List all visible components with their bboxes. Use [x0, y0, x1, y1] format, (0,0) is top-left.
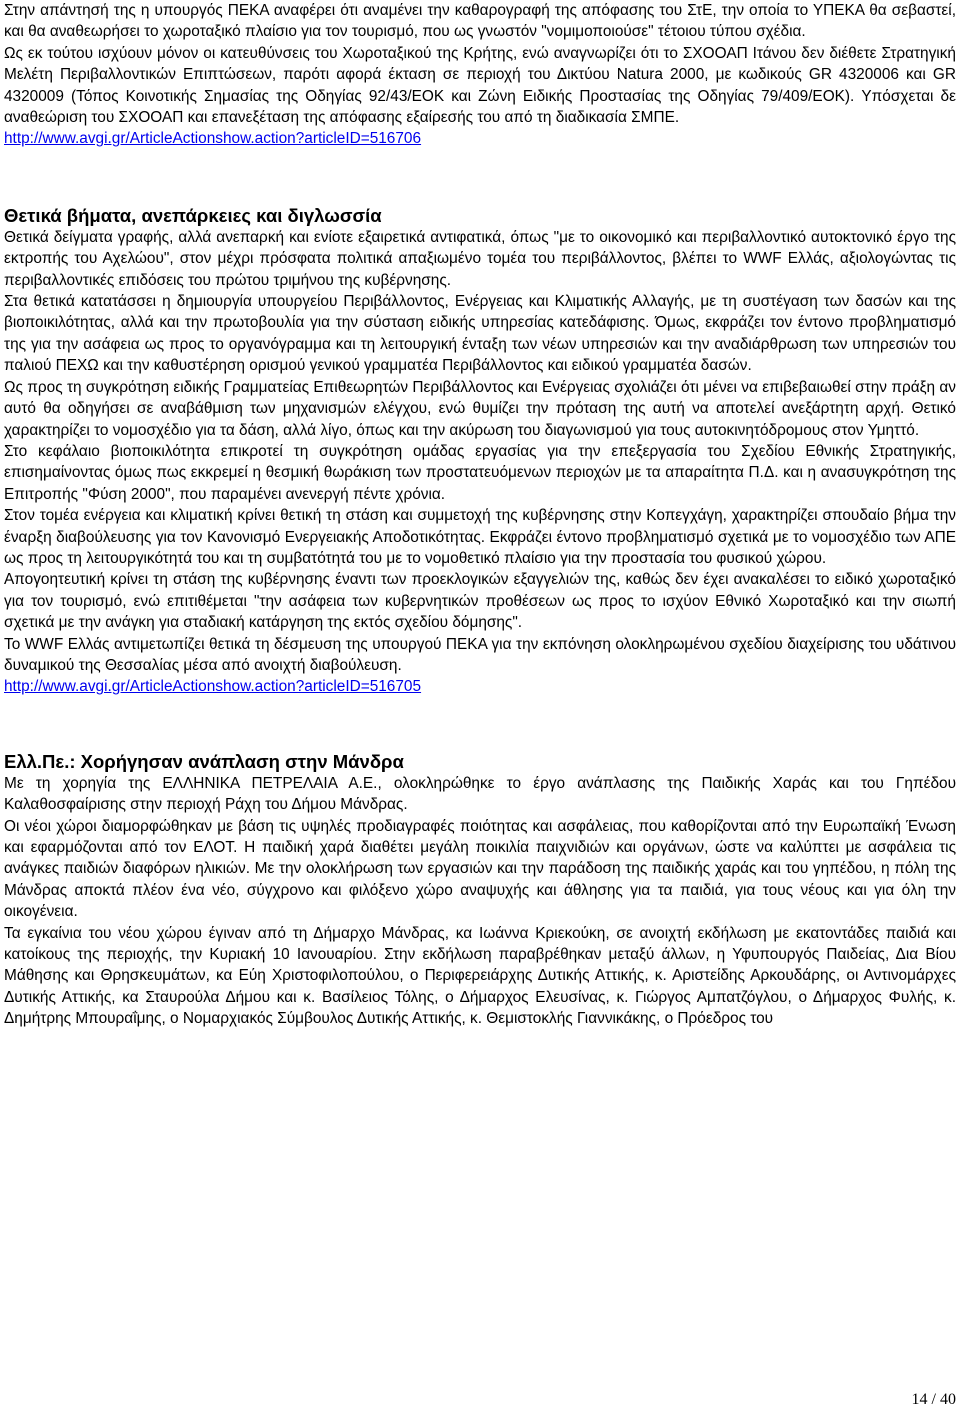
- section-heading: Ελλ.Πε.: Χορήγησαν ανάπλαση στην Μάνδρα: [4, 750, 404, 772]
- page-number: 14 / 40: [911, 1391, 956, 1408]
- paragraph: Οι νέοι χώροι διαμορφώθηκαν με βάση τις υψηλές προδιαγραφές ποιότητας και ασφάλειας, που καθορίζονται από την Ευρωπαϊκή Ένωση και εφαρμόζονται από τον ΕΛΟΤ. Η παιδική χαρά διαθέτει μεγάλη ποικιλία παιχνιδιών και οργάνων, ώστε να καλύπτει με ασφάλεια τις ανάγκες παιδιών διαφόρων ηλικιών. Με την ολοκλήρωση των εργασιών και την παράδοση της παιδικής χαράς και του γηπέδου, η πόλη της Μάνδρας αποκτά πλέον ένα νέο, σύγχρονο και φιλόξενο χώρο αναψυχής και άθλησης για τα παιδιά, για τους νέους και για όλη την οικογένεια.: [4, 817, 956, 921]
- paragraph: Τα εγκαίνια του νέου χώρου έγιναν από τη Δήμαρχο Μάνδρας, κα Ιωάννα Κριεκούκη, σε ανοιχτή εκδήλωση με εκατοντάδες παιδιά και κατοίκους της περιοχής, την Κυριακή 10 Ιανουαρίου. Στην εκδήλωση παραβρέθηκαν μεταξύ άλλων, η Υφυπουργός Παιδείας, Δια Βίου Μάθησης και Θρησκευμάτων, κα Εύη Χριστοφιλοπούλου, ο Περιφερειάρχης Δυτικής Αττικής, κ. Αριστείδης Αρκουδάρης, οι Αντινομάρχες Δυτικής Αττικής, κα Σταυρούλα Δήμου και κ. Βασίλειος Τόλης, ο Δήμαρχος Ελευσίνας, κ. Γιώργος Αμπατζόγλου, ο Δήμαρχος Φυλής, κ. Δημήτρης Μπουραΐμης, ο Νομαρχιακός Σύμβουλος Δυτικής Αττικής, κ. Θεμιστοκλής Γιαννικάκης, ο Πρόεδρος του: [4, 924, 956, 1028]
- paragraph: Ως εκ τούτου ισχύουν μόνον οι κατευθύνσεις του Χωροταξικού της Κρήτης, ενώ αναγνωρίζει ότι το ΣΧΟΟΑΠ Ιτάνου δεν διέθετε Στρατηγική Μελέτη Περιβαλλοντικών Επιπτώσεων, παρότι αφορά έκταση σε περιοχή του Δικτύου Natura 2000, με κωδικούς GR 4320006 και GR 4320009 (Τόπος Κοινοτικής Σημασίας της Οδηγίας 92/43/ΕΟΚ και Ζώνη Ειδικής Προστασίας της Οδηγίας 79/409/ΕΟΚ). Υπόσχεται δε αναθεώριση του ΣΧΟΟΑΠ και επανεξέταση της απόφασης εξαίρεσής του από τη διαδικασία ΣΜΠΕ.: [4, 44, 956, 127]
- paragraph: Στο κεφάλαιο βιοποικιλότητα επικροτεί τη συγκρότηση ομάδας εργασίας για την επεξεργασία του Σχεδίου Εθνικής Στρατηγικής, επισημαίνοντας όμως πως εκκρεμεί η θεσμική θωράκιση των προστατευόμενων περιοχών με τα απαραίτητα Π.Δ. και η ανασυγκρότηση της Επιτροπής "Φύση 2000", που παραμένει ανενεργή πέντε χρόνια.: [4, 442, 956, 503]
- article-link[interactable]: http://www.avgi.gr/ArticleActionshow.action?articleID=516706: [4, 130, 422, 148]
- paragraph: Με τη χορηγία της ΕΛΛΗΝΙΚΑ ΠΕΤΡΕΛΑΙΑ Α.Ε., ολοκληρώθηκε το έργο ανάπλασης της Παιδικής Χαράς και του Γηπέδου Καλαθοσφαίρισης στην περιοχή Ράχη του Δήμου Μάνδρας.: [4, 774, 956, 814]
- spacer: [4, 698, 956, 750]
- paragraph: Στην απάντησή της η υπουργός ΠΕΚΑ αναφέρει ότι αναμένει την καθαρογραφή της απόφασης του ΣτΕ, την οποία το ΥΠΕΚΑ θα σεβαστεί, και θα αναθεωρήσει το χωροταξικό πλαίσιο για τον τουρισμό, που ως γνωστόν "νομιμοποιούσε" τέτοιου τύπου σχέδια.: [4, 2, 956, 41]
- spacer: [4, 150, 956, 204]
- section-heading: Θετικά βήματα, ανεπάρκειες και διγλωσσία: [4, 204, 382, 226]
- paragraph: Το WWF Ελλάς αντιμετωπίζει θετικά τη δέσμευση της υπουργού ΠΕΚΑ για την εκπόνηση ολοκληρωμένου σχεδίου διαχείρισης του υδάτινου δυναμικού της Θεσσαλίας μέσα από ανοιχτή διαβούλευση.: [4, 635, 956, 674]
- paragraph: Στον τομέα ενέργεια και κλιματική κρίνει θετική τη στάση και συμμετοχή της κυβέρνησης στην Κοπεγχάγη, χαρακτηρίζει σπουδαίο βήμα την έναρξη διαβούλευσης για τον Κανονισμό Ενεργειακής Αποδοτικότητας. Εκφράζει έντονο προβληματισμό σχετικά με το νομοσχέδιο των ΑΠΕ ως προς τη λειτουργικότητά του και τη συμβατότητά του με το νομοθετικό πλαίσιο για την προστασία του φυσικού χώρου.: [4, 507, 956, 567]
- paragraph: Θετικά δείγματα γραφής, αλλά ανεπαρκή και ενίοτε εξαιρετικά αντιφατικά, όπως "με το οικονομικό και περιβαλλοντικό αυτοκτονικό έργο της εκτροπής του Αχελώου", στον μέχρι πρόσφατα πολιτικά απαξιωμένο τομέα του περιβάλλοντος, βλέπει το WWF Ελλάς, αξιολογώντας τις περιβαλλοντικές επιδόσεις του πρώτου τριμήνου της κυβέρνησης.: [4, 228, 956, 289]
- document-page: [4, 0, 956, 1412]
- paragraph: Απογοητευτική κρίνει τη στάση της κυβέρνησης έναντι των προεκλογικών εξαγγελιών της, καθώς δεν έχει ανακαλέσει το ειδικό χωροταξικό για τον τουρισμό, ενώ επιτιθέμεται "την ασάφεια των κυβερνητικών προθέσεων ως προς το ισχύον Εθνικό Χωροταξικό και την σιωπή σχετικά με την ανάγκη για σταδιακή κατάργηση της εκτός σχεδίου δόμησης".: [4, 571, 956, 632]
- article-link[interactable]: http://www.avgi.gr/ArticleActionshow.action?articleID=516705: [4, 678, 422, 696]
- paragraph: Ως προς τη συγκρότηση ειδικής Γραμματείας Επιθεωρητών Περιβάλλοντος και Ενέργειας σχολιάζει ότι μένει να επιβεβαιωθεί στην πράξη αν αυτό θα οδηγήσει σε αναβάθμιση των μηχανισμών ελέγχου, ενώ θυμίζει την πρόταση της αυτή να αποτελεί ανεξάρτητη αρχή. Θετικό χαρακτηρίζει το νομοσχέδιο για τα δάση, αλλά λίγο, όπως και την ακύρωση του διαγωνισμού για τους αυτοκινητόδρομους στον Υμηττό.: [4, 378, 956, 439]
- paragraph: Στα θετικά κατατάσσει η δημιουργία υπουργείου Περιβάλλοντος, Ενέργειας και Κλιματικής Αλλαγής, με τη συστέγαση των δασών και της βιοποικιλότητας, αλλά και την πρωτοβουλία για την σύσταση ειδικής υπηρεσίας κατεδάφισης. Όμως, εκφράζει τον έντονο προβληματισμό της για την ασάφεια ως προς το οργανόγραμμα και τη λειτουργική ένταξη των νέων υπηρεσιών και την αναδιάρθρωση των υπηρεσιών του παλιού ΠΕΧΩ και την καθυστέρηση ορισμού γενικού γραμματέα Περιβάλλοντος και ειδικού γραμματέα δασών.: [4, 293, 956, 375]
